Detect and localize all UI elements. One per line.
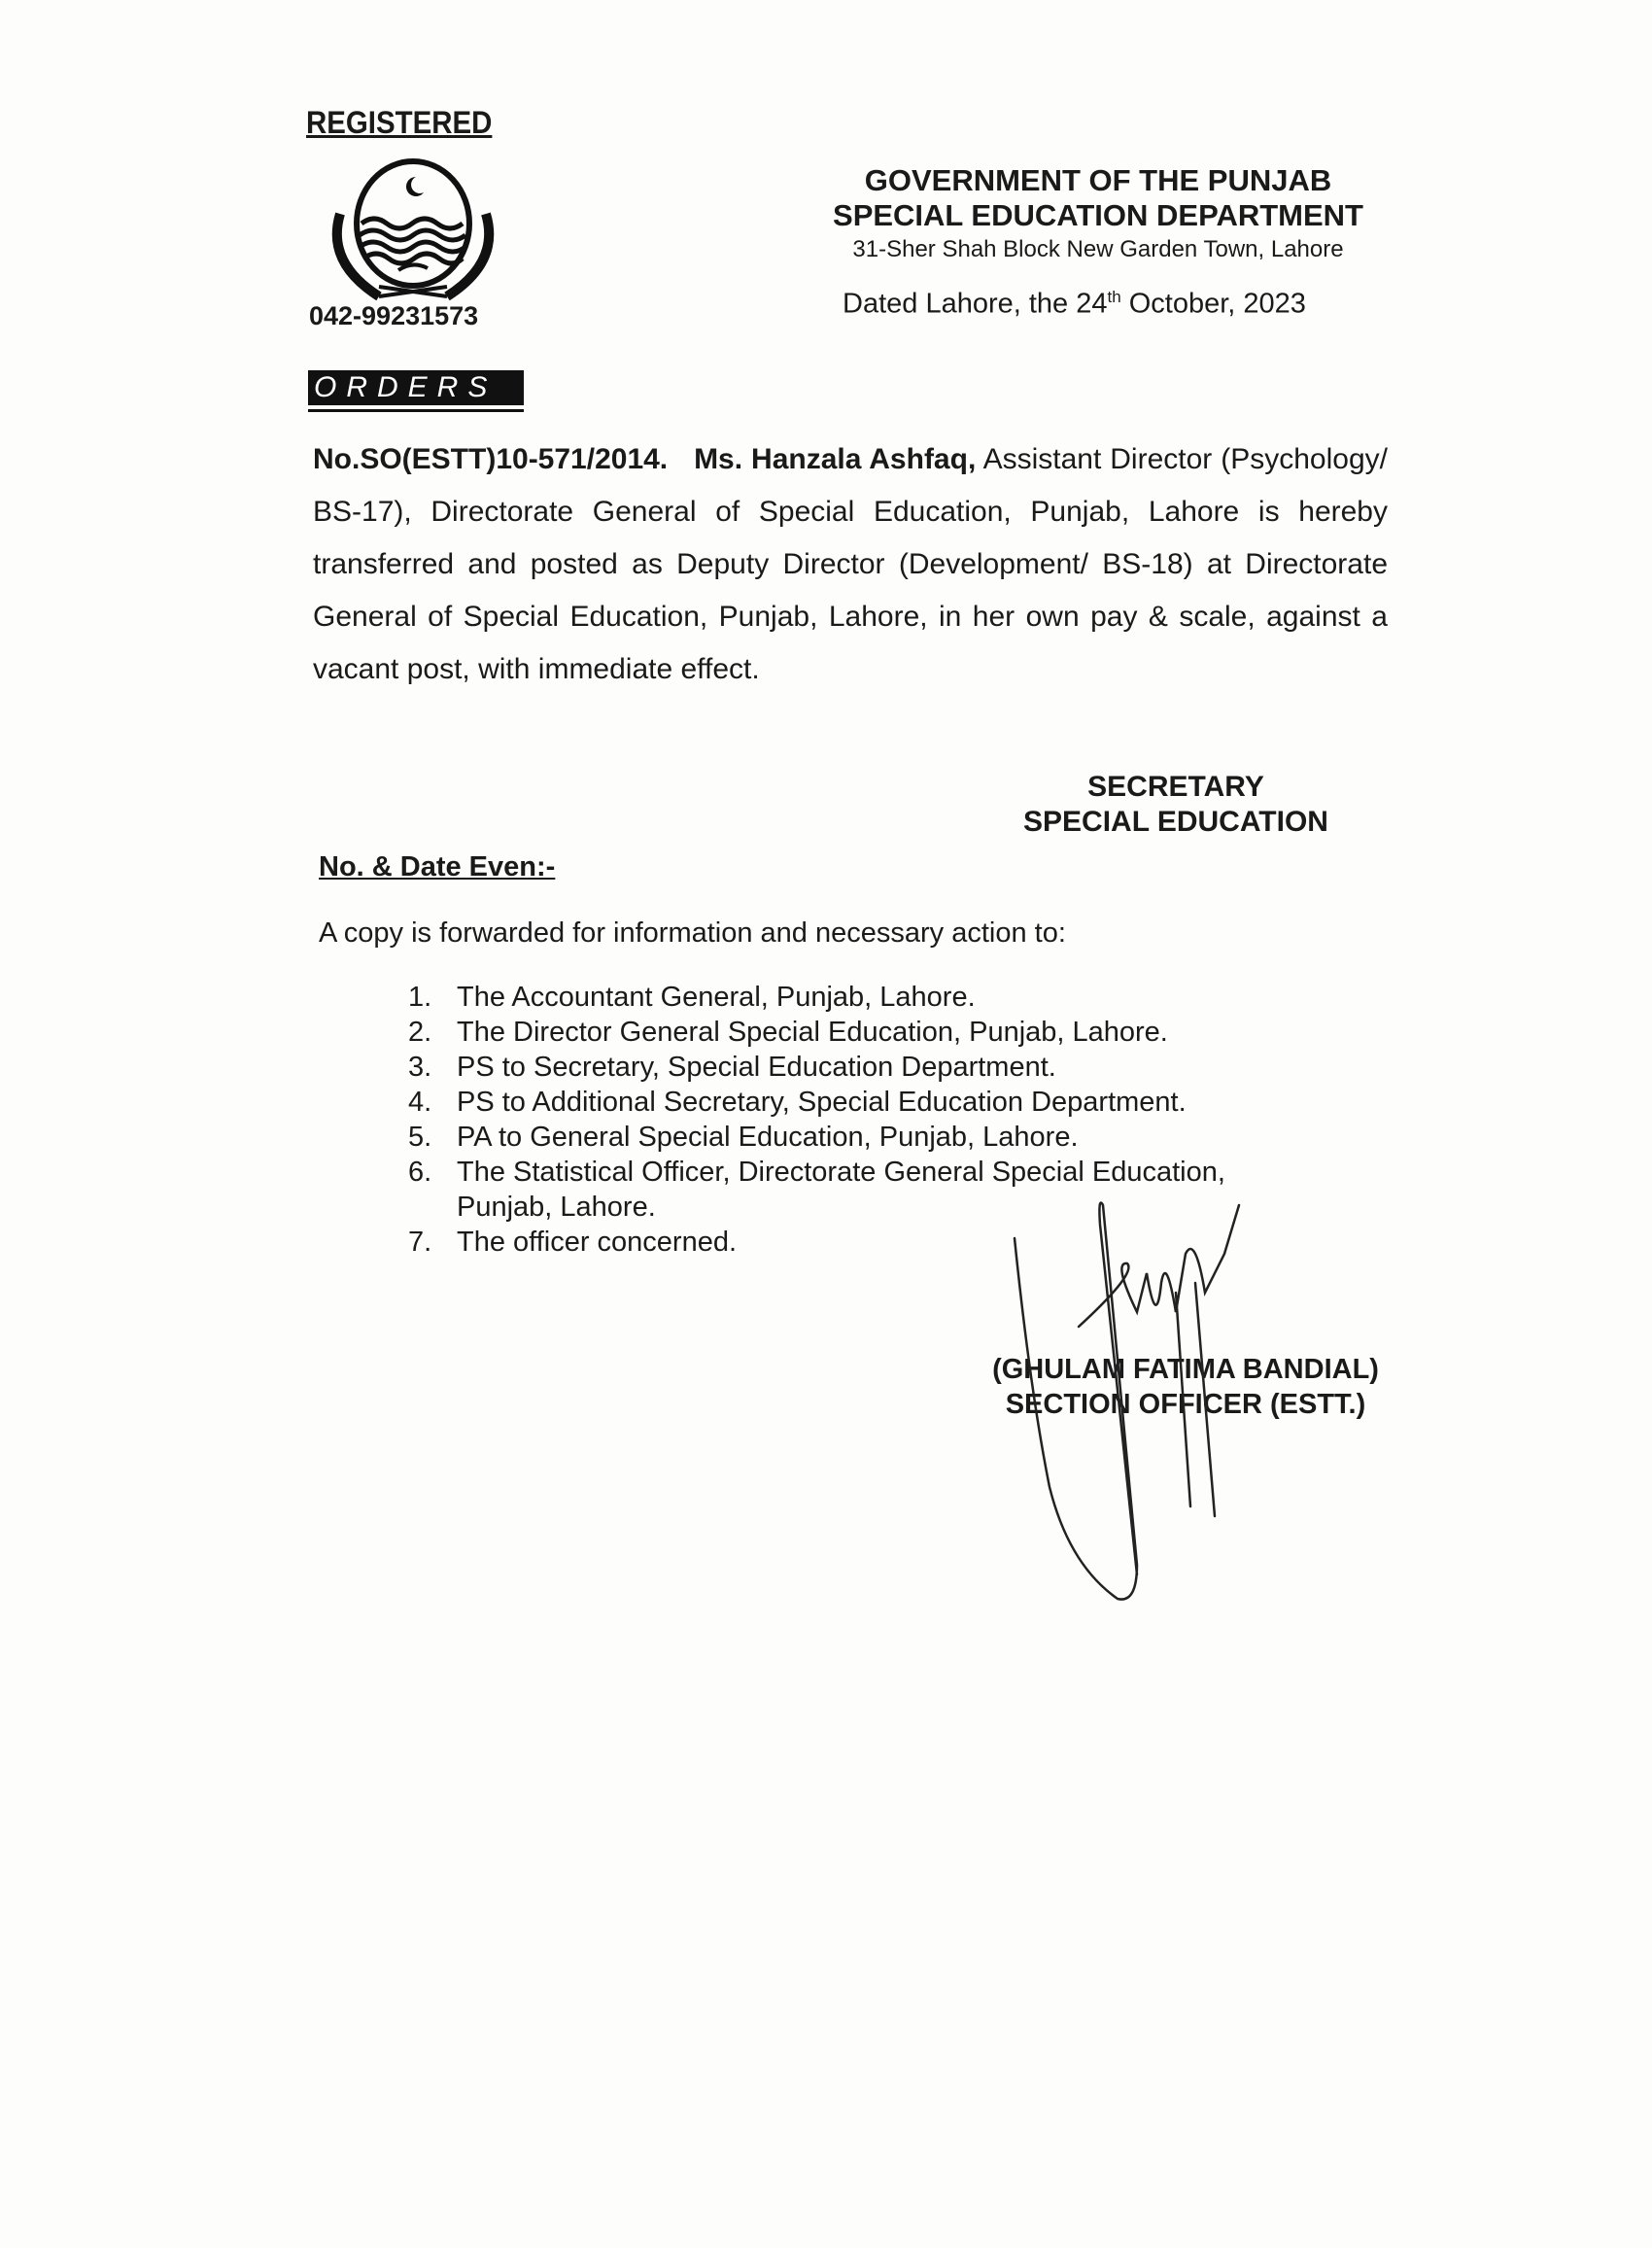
orders-heading: ORDERS: [308, 370, 524, 405]
punjab-emblem-icon: [321, 156, 505, 303]
list-item: 1. The Accountant General, Punjab, Lahore.: [408, 982, 976, 1013]
list-item: Punjab, Lahore.: [457, 1192, 656, 1223]
orders-underline: [308, 409, 524, 412]
registered-label: REGISTERED: [306, 105, 493, 140]
list-item: 4. PS to Additional Secretary, Special Education Department.: [408, 1087, 1187, 1118]
department-title: SPECIAL EDUCATION DEPARTMENT: [833, 198, 1363, 232]
list-item: 2. The Director General Special Education, Punjab, Lahore.: [408, 1017, 1168, 1048]
list-item: 6. The Statistical Officer, Directorate General Special Education,: [408, 1157, 1225, 1188]
handwritten-signature-icon: [991, 1195, 1341, 1604]
list-item: 7. The officer concerned.: [408, 1227, 738, 1258]
date-line: Dated Lahore, the 24th October, 2023: [843, 288, 1306, 320]
secretary-department: SPECIAL EDUCATION: [1023, 806, 1328, 838]
government-title: GOVERNMENT OF THE PUNJAB: [864, 163, 1332, 197]
signatory-name: (GHULAM FATIMA BANDIAL): [992, 1354, 1379, 1385]
secretary-title: SECRETARY: [1087, 771, 1264, 803]
signatory-designation: SECTION OFFICER (ESTT.): [1005, 1389, 1366, 1420]
list-item: 5. PA to General Special Education, Punjab, Lahore.: [408, 1122, 1079, 1153]
list-item: 3. PS to Secretary, Special Education Department.: [408, 1052, 1056, 1083]
phone-number: 042-99231573: [309, 301, 479, 330]
department-address: 31-Sher Shah Block New Garden Town, Lahore: [852, 236, 1344, 262]
no-date-even-heading: No. & Date Even:-: [319, 851, 556, 882]
copy-intro: A copy is forwarded for information and necessary action to:: [319, 917, 1066, 949]
order-body: No.SO(ESTT)10-571/2014. Ms. Hanzala Ashfaq, Assistant Director (Psychology/ BS-17), Directorate General of Special Education, Punjab, Lahore is hereby transferred and posted as Deputy Director (Development/ BS-18) at Directorate General of Special Education, Punjab, Lahore, in her own pay & scale, against a vacant post, with immediate effect.: [313, 443, 1388, 685]
